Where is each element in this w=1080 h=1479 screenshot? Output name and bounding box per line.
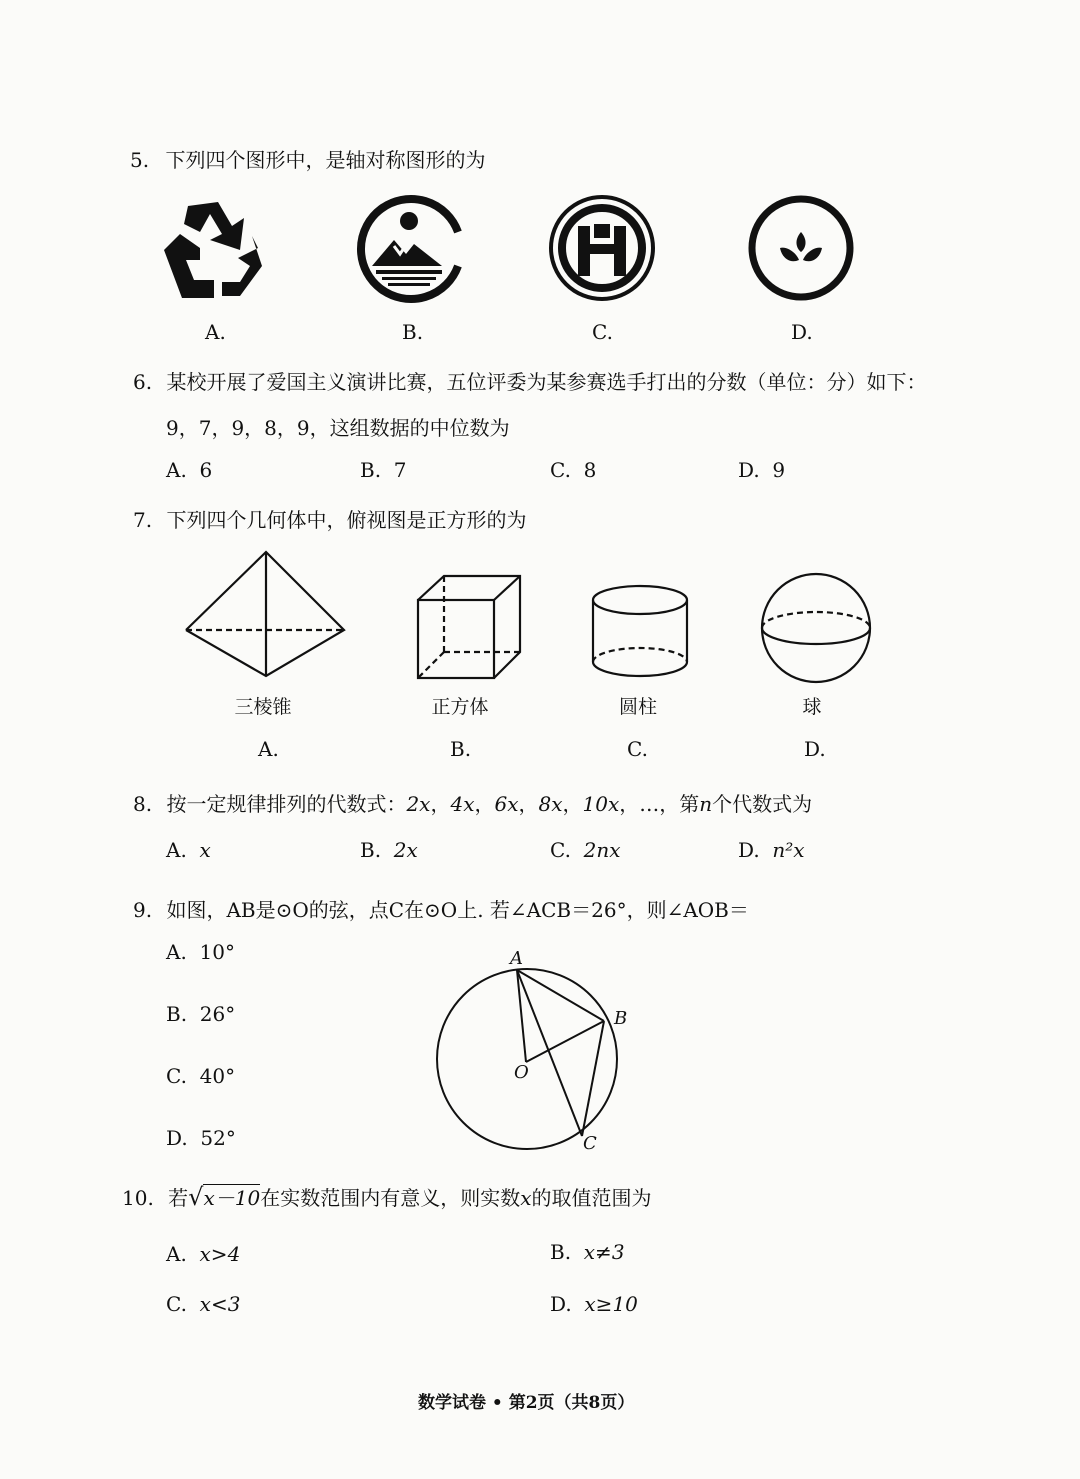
q5-stem: [130, 144, 485, 173]
q5-number: 5.: [130, 148, 150, 172]
cube-figure: [416, 574, 522, 680]
q10-stem: 10. 若√x－10在实数范围内有意义，则实数x的取值范围为: [122, 1183, 652, 1211]
q6-number: 6.: [133, 370, 153, 394]
sphere-figure: [760, 572, 872, 684]
q10-option-b: B. x≠3: [550, 1240, 625, 1264]
q10-number: 10.: [122, 1186, 154, 1210]
pyramid-figure: [184, 550, 346, 678]
page-footer: 数学试卷 • 第2页（共8页）: [418, 1393, 635, 1413]
q7-solid-cylinder: 圆柱: [618, 696, 657, 718]
q8-term-2: 4x: [450, 792, 475, 816]
q5-label-a: A.: [205, 320, 226, 344]
q8-option-a: A. x: [166, 838, 211, 862]
q6-option-b: B. 7: [360, 458, 407, 482]
q6-stem: [133, 366, 926, 395]
mountain-sun-emblem-icon: [354, 196, 466, 304]
q8-option-b: B. 2x: [360, 838, 418, 862]
q8-number: 8.: [133, 792, 153, 816]
q6-option-c: C. 8: [550, 458, 597, 482]
q7-label-c: C.: [627, 737, 648, 761]
q6-data-line: 9，7，9，8，9，这组数据的中位数为: [166, 416, 510, 440]
q10-option-d: D. x≥10: [550, 1292, 638, 1316]
q6-text: 某校开展了爱国主义演讲比赛，五位评委为某参赛选手打出的分数（单位：分）如下：: [166, 370, 927, 394]
q6-option-a: A. 6: [166, 458, 213, 482]
q8-stem: 8. 按一定规律排列的代数式：2x，4x，6x，8x，10x，…，第n个代数式为: [133, 792, 813, 816]
q9-option-b: B. 26°: [166, 1002, 236, 1026]
q7-solid-sphere: 球: [802, 696, 822, 718]
gate-emblem-icon: [546, 194, 658, 302]
q10-option-a: A. x>4: [166, 1242, 241, 1266]
q10-option-c: C. x<3: [166, 1292, 241, 1316]
q9-text: 如图，AB是⊙O的弦，点C在⊙O上. 若∠ACB＝26°，则∠AOB＝: [166, 898, 749, 922]
q7-label-b: B.: [450, 737, 472, 761]
q8-term-5: 10x: [582, 792, 620, 816]
q5-label-d: D.: [791, 320, 813, 344]
point-label-o: O: [514, 1062, 529, 1083]
q5-label-b: B.: [402, 320, 424, 344]
q9-option-d: D. 52°: [166, 1126, 236, 1150]
circle-diagram: [436, 966, 620, 1152]
q8-option-d: D. n²x: [738, 838, 805, 862]
q7-text: 下列四个几何体中，俯视图是正方形的为: [166, 508, 527, 532]
q9-stem: [133, 894, 749, 923]
q5-text: 下列四个图形中，是轴对称图形的为: [165, 148, 486, 172]
sqrt-expression: √x－10: [188, 1183, 261, 1211]
q7-solid-pyramid: 三棱锥: [234, 696, 292, 718]
q8-term-1: 2x: [406, 792, 431, 816]
q7-label-a: A.: [258, 737, 279, 761]
q9-option-a: A. 10°: [166, 940, 235, 964]
q7-label-d: D.: [804, 737, 826, 761]
q8-ellipsis: …: [639, 792, 660, 816]
q6-option-d: D. 9: [738, 458, 786, 482]
q7-stem: [133, 504, 526, 533]
q7-solid-cube: 正方体: [431, 696, 489, 718]
q8-term-4: 8x: [538, 792, 563, 816]
point-label-c: C: [583, 1133, 597, 1154]
point-label-a: A: [510, 948, 523, 969]
q9-option-c: C. 40°: [166, 1064, 236, 1088]
recycle-icon: [160, 198, 266, 302]
q8-option-c: C. 2nx: [550, 838, 621, 862]
q8-term-3: 6x: [494, 792, 519, 816]
q9-number: 9.: [133, 898, 153, 922]
sprout-emblem-icon: [746, 194, 856, 302]
q5-label-c: C.: [592, 320, 613, 344]
cylinder-figure: [590, 584, 690, 680]
point-label-b: B: [614, 1008, 628, 1029]
q7-number: 7.: [133, 508, 153, 532]
